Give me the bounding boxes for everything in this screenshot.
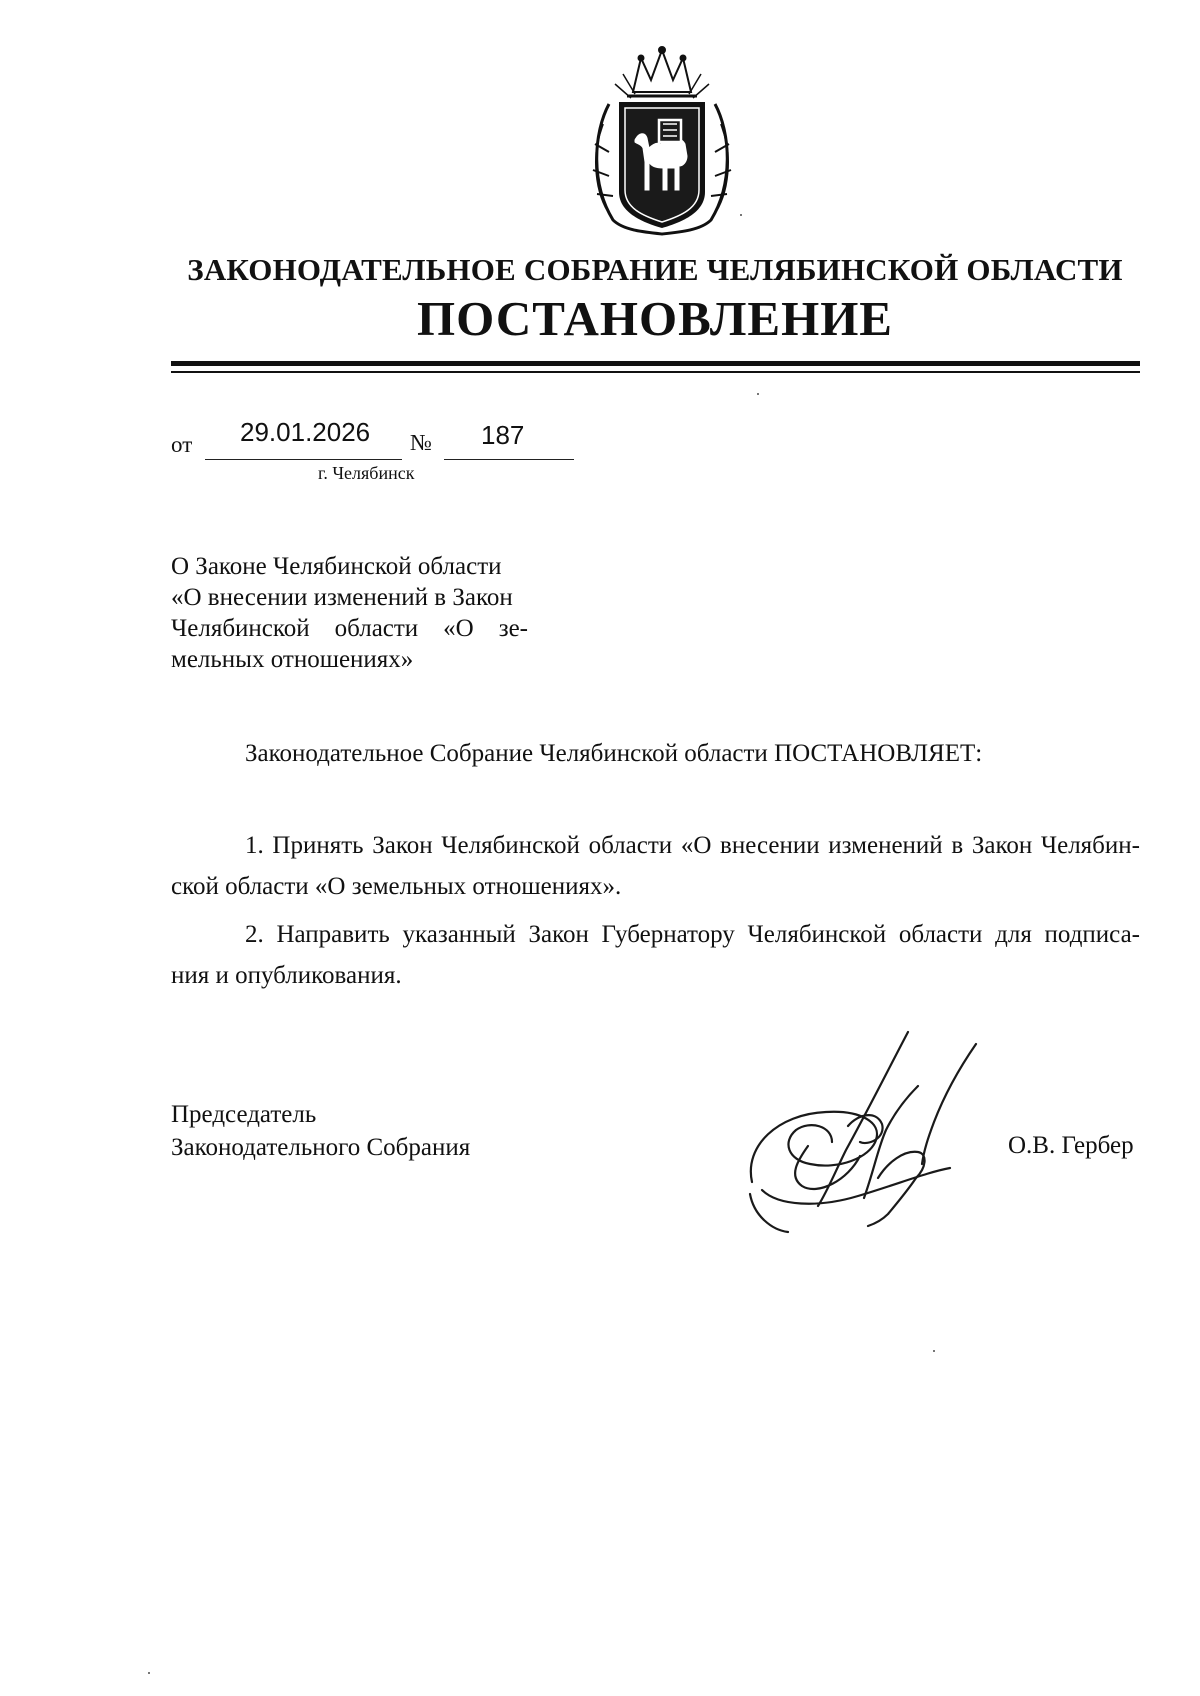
coat-of-arms-emblem [583, 44, 741, 236]
subject-line: О Законе Челябинской области [171, 553, 502, 580]
signatory-title-line: Законодательного Собрания [171, 1134, 471, 1161]
from-label: от [171, 432, 193, 457]
signatory-title-line: Председатель [171, 1101, 317, 1128]
signatory-title [171, 1098, 470, 1164]
organization-name: ЗАКОНОДАТЕЛЬНОЕ СОБРАНИЕ ЧЕЛЯБИНСКОЙ ОБЛАСТИ [187, 252, 1123, 287]
city-label: г. Челябинск [318, 463, 415, 483]
scan-speck [740, 214, 742, 216]
header-rule-thick [171, 361, 1140, 366]
preamble: Законодательное Собрание Челябинской области ПОСТАНОВЛЯЕТ: [245, 740, 983, 767]
scan-speck [933, 1350, 935, 1352]
number-label: № [410, 430, 432, 455]
scan-speck [757, 393, 759, 395]
item-1-line-2: ской области «О земельных отношениях». [171, 873, 622, 900]
document-subject [171, 551, 528, 675]
subject-line: «О внесении изменений в Закон [171, 584, 513, 611]
signatory-name: О.В. Гербер [1008, 1132, 1134, 1159]
document-date: 29.01.2026 [240, 417, 371, 447]
document-type: ПОСТАНОВЛЕНИЕ [417, 291, 893, 346]
scan-speck [148, 1672, 150, 1674]
item-1-line-1: 1. Принять Закон Челябинской области «О внесении изменений в Закон Челябин- [245, 832, 1140, 859]
item-2-line-2: ния и опубликования. [171, 962, 402, 989]
handwritten-signature [748, 1030, 1020, 1236]
document-number: 187 [481, 420, 525, 450]
header-rule-thin [171, 371, 1140, 373]
subject-line: Челябинской области «О зе- [171, 615, 528, 642]
item-2-line-1: 2. Направить указанный Закон Губернатору Челябинской области для подписа- [245, 921, 1140, 948]
date-underline [205, 459, 402, 460]
number-underline [444, 459, 574, 460]
subject-line: мельных отношениях» [171, 646, 414, 673]
